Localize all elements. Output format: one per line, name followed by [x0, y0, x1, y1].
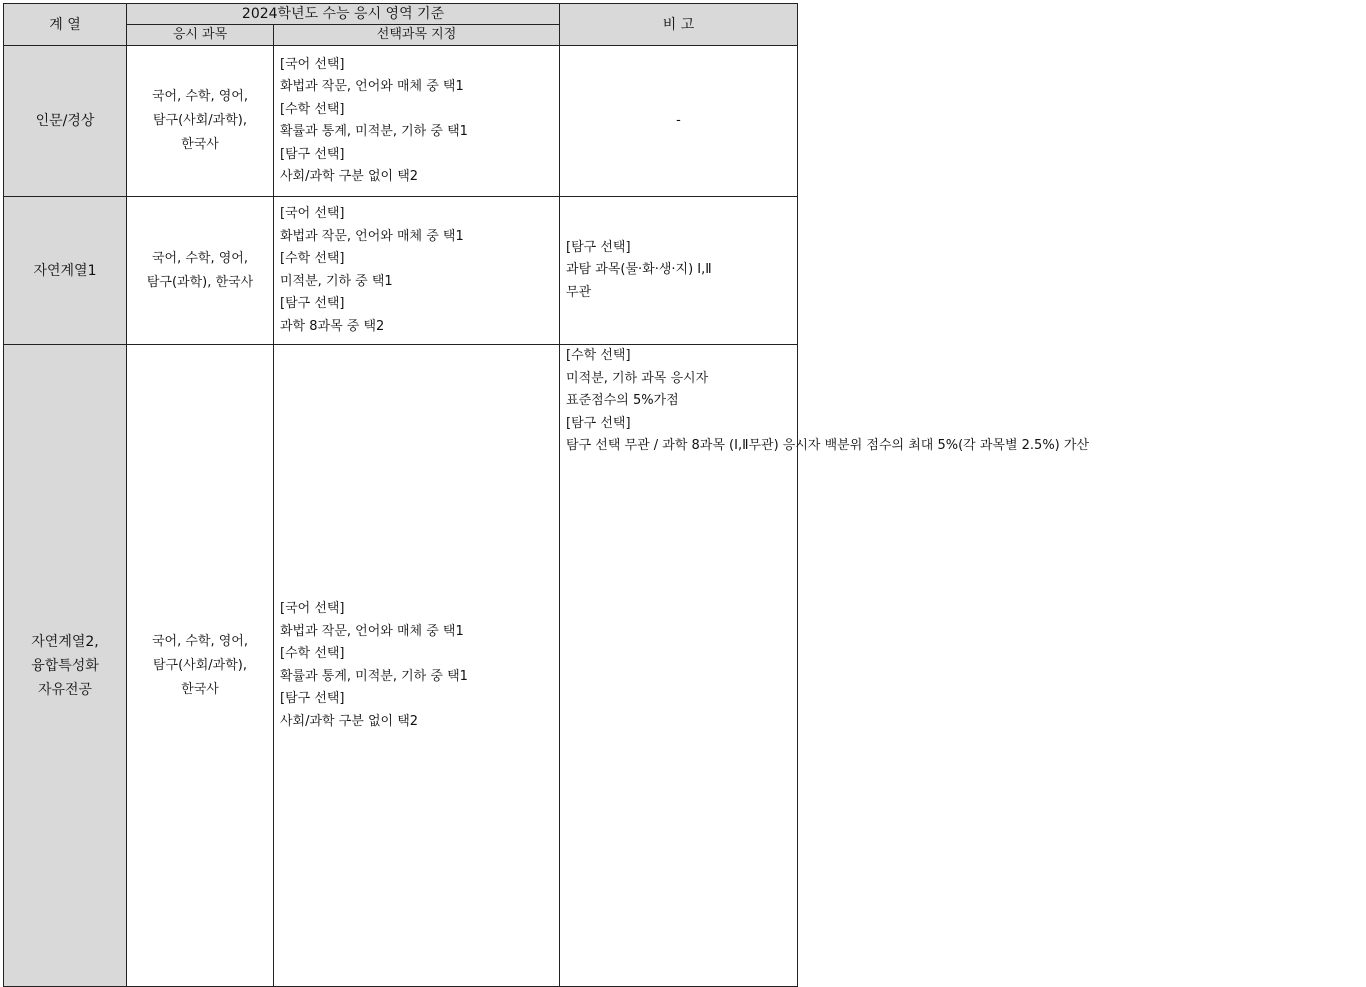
selection-line: [수학 선택]: [280, 646, 345, 661]
selection-line: [국어 선택]: [280, 601, 345, 616]
table-row: [4, 345, 798, 987]
selection-line: 화법과 작문, 언어와 매체 중 택1: [280, 228, 464, 244]
row-selection: [274, 197, 560, 345]
selection-line: [국어 선택]: [280, 56, 345, 72]
row-remarks: [560, 197, 798, 345]
table-row: [4, 46, 798, 197]
category-line: 융합특성화: [31, 657, 99, 674]
remarks-line: [수학 선택]: [566, 348, 631, 363]
remarks-line: -: [676, 112, 681, 128]
subjects-line: 한국사: [181, 137, 219, 152]
remarks-line: 무관: [566, 284, 592, 300]
row-selection: [274, 345, 560, 987]
subjects-line: 탐구(과학), 한국사: [146, 274, 254, 290]
subjects-line: 한국사: [181, 681, 219, 697]
row-remarks: [560, 345, 1090, 987]
subjects-line: 탐구(사회/과학),: [152, 113, 247, 128]
selection-line: 확률과 통계, 미적분, 기하 중 택1: [280, 124, 468, 139]
selection-line: [국어 선택]: [280, 206, 345, 221]
remarks-line: [탐구 선택]: [566, 415, 631, 431]
selection-line: [탐구 선택]: [280, 296, 345, 311]
subjects-line: 국어, 수학, 영어,: [151, 633, 248, 649]
category-line: 자유전공: [37, 681, 93, 698]
header-selection: 선택과목 지정: [274, 25, 560, 46]
remarks-line: [탐구 선택]: [566, 239, 631, 255]
row-category: 인문/경상: [4, 46, 127, 197]
selection-line: [탐구 선택]: [280, 146, 345, 162]
row-subjects: [127, 345, 274, 987]
row-remarks: [560, 46, 798, 197]
row-category: 자연계열1: [4, 197, 127, 345]
selection-line: 미적분, 기하 중 택1: [280, 273, 393, 289]
selection-line: 화법과 작문, 언어와 매체 중 택1: [280, 623, 464, 639]
row-category: [4, 345, 127, 987]
header-remarks: 비 고: [560, 4, 798, 46]
header-standard-title: 2024학년도 수능 응시 영역 기준: [127, 4, 560, 25]
remarks-line: 표준점수의 5%가점: [566, 393, 679, 408]
remarks-line: 탐구 선택 무관 / 과학 8과목 (Ⅰ,Ⅱ무관) 응시자 백분위 점수의 최대 5%(각 과목별 2.5%) 가산: [566, 438, 1090, 453]
header-subjects: 응시 과목: [127, 25, 274, 46]
header-row-1: [4, 4, 798, 25]
subjects-line: 국어, 수학, 영어,: [151, 89, 248, 104]
admission-criteria-table: [3, 3, 1090, 987]
row-subjects: [127, 46, 274, 197]
selection-line: 확률과 통계, 미적분, 기하 중 택1: [280, 668, 468, 684]
subjects-line: 국어, 수학, 영어,: [151, 250, 248, 266]
selection-line: [수학 선택]: [280, 251, 345, 266]
category-line: 자연계열2,: [31, 633, 99, 650]
row-selection: [274, 46, 560, 197]
subjects-line: 탐구(사회/과학),: [152, 657, 247, 673]
selection-line: 사회/과학 구분 없이 택2: [280, 169, 419, 184]
remarks-line: 과탐 과목(물·화·생·지) Ⅰ,Ⅱ: [566, 262, 712, 278]
selection-line: 사회/과학 구분 없이 택2: [280, 713, 419, 729]
selection-line: [수학 선택]: [280, 101, 345, 117]
selection-line: 과학 8과목 중 택2: [280, 318, 385, 334]
table-row: [4, 197, 798, 345]
selection-line: 화법과 작문, 언어와 매체 중 택1: [280, 79, 464, 94]
header-category: 계 열: [4, 4, 127, 46]
selection-line: [탐구 선택]: [280, 691, 345, 706]
row-subjects: [127, 197, 274, 345]
remarks-line: 미적분, 기하 과목 응시자: [566, 370, 709, 386]
